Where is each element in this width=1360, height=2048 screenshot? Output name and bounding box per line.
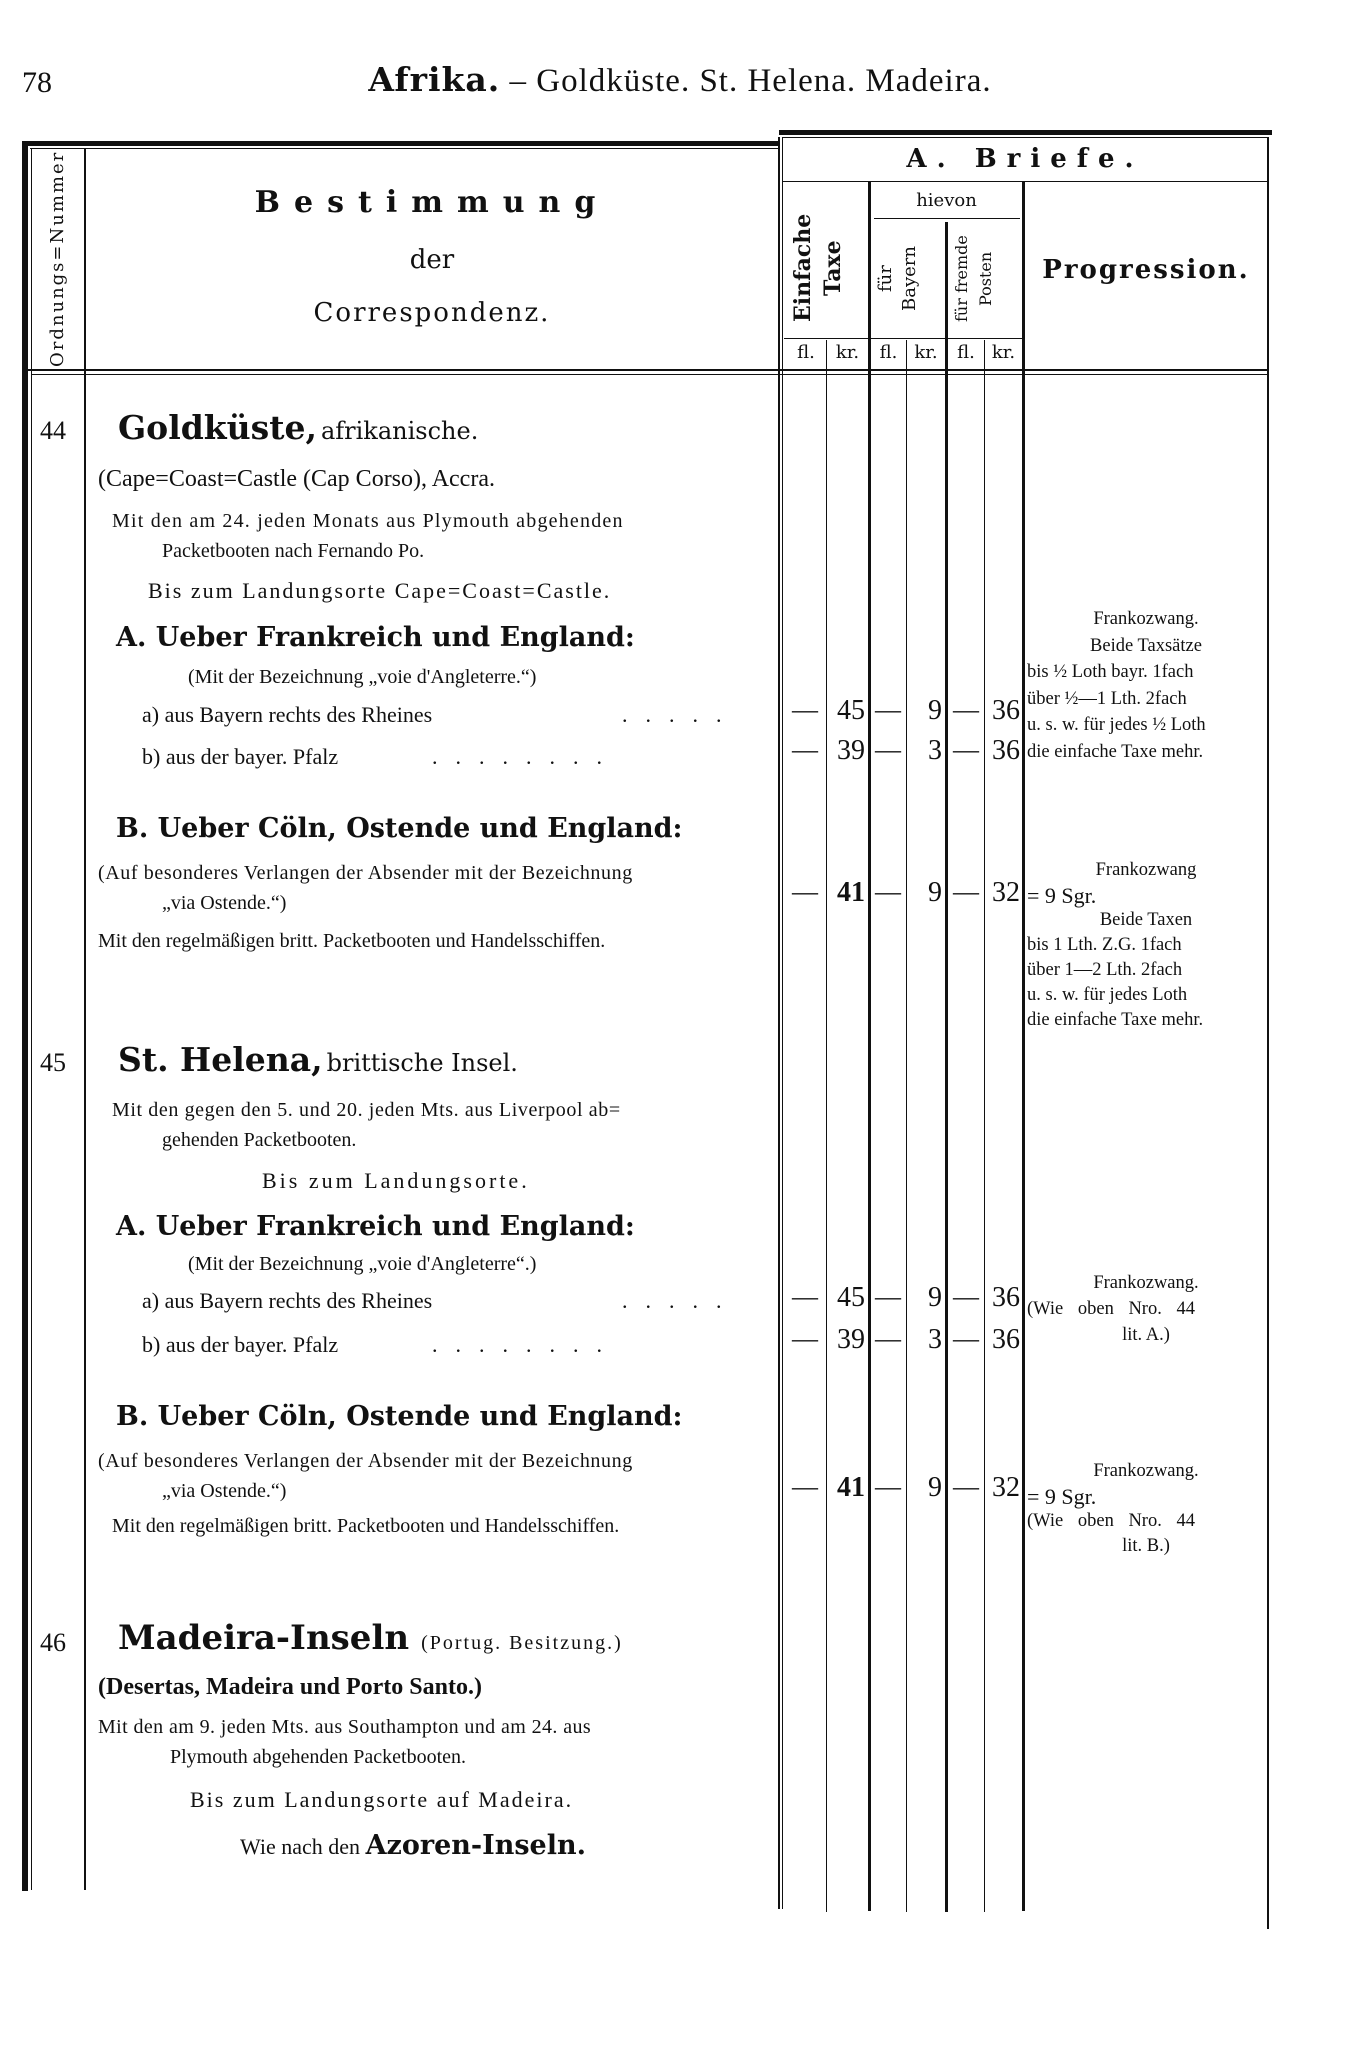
header-bayern-kr: kr. — [914, 342, 938, 363]
header-bayern: Bayern — [899, 246, 920, 312]
leader-dots: ..... — [622, 1288, 740, 1313]
row-label-text: b) aus der bayer. Pfalz — [142, 1332, 339, 1357]
rate-taxe-fl: — — [792, 877, 818, 906]
progression-line: Frankozwang. — [1093, 1461, 1199, 1481]
section-a-title: A. Ueber Frankreich und England: — [116, 1211, 635, 1242]
rate-taxe-fl: — — [792, 1282, 818, 1311]
rate-bayern-kr: 3 — [928, 735, 942, 766]
section-b-note-1: (Auf besonderes Verlangen der Absender mit der Bezeichnung — [98, 1450, 633, 1472]
header-fremde-fl: fl. — [957, 342, 975, 363]
progression-line: (Wie oben Nro. 44 — [1027, 1511, 1195, 1531]
progression-note — [1027, 1270, 1265, 1348]
progression-line: die einfache Taxe mehr. — [1027, 1010, 1204, 1030]
progression-line: Frankozwang — [1095, 860, 1197, 880]
rate-taxe-kr: 45 — [837, 695, 865, 726]
header-posten: Posten — [976, 251, 995, 307]
header-fremde-kr: kr. — [991, 342, 1016, 363]
wie-nach-target: Azoren-Inseln. — [365, 1830, 587, 1861]
rate-fremde-fl: — — [953, 695, 979, 724]
rate-taxe-kr: 45 — [837, 1282, 865, 1313]
leader-dots: ........ — [432, 1332, 620, 1357]
section-b-note-2: „via Ostende.“) — [162, 1480, 287, 1502]
rate-fremde-kr: 36 — [992, 1282, 1020, 1313]
row-a-label — [142, 702, 740, 728]
rate-taxe-fl: — — [792, 695, 818, 724]
header-hievon: hievon — [916, 190, 977, 211]
rate-fremde-fl: — — [953, 1282, 979, 1311]
entry-wie-nach — [240, 1830, 586, 1861]
entry-number: 46 — [40, 1628, 66, 1657]
rate-fremde-kr: 32 — [992, 1472, 1020, 1503]
rate-fremde-fl: — — [953, 735, 979, 764]
header-taxe-kr: kr. — [835, 342, 860, 363]
progression-line: über ½—1 Lth. 2fach — [1027, 688, 1187, 709]
rate-taxe-kr: 39 — [837, 735, 865, 766]
page-title-rest: – Goldküste. St. Helena. Madeira. — [509, 63, 992, 99]
rate-taxe-fl: — — [792, 735, 818, 764]
entry-heading — [118, 1618, 623, 1658]
progression-line: = 9 Sgr. — [1027, 1484, 1097, 1509]
progression-note — [1027, 1459, 1265, 1559]
rate-bayern-fl: — — [875, 735, 901, 764]
entry-route-line-2: Packetbooten nach Fernando Po. — [162, 540, 425, 562]
entry-places: (Cape=Coast=Castle (Cap Corso), Accra. — [98, 466, 495, 492]
entry-heading — [118, 1040, 518, 1079]
rate-taxe-kr: 41 — [837, 1472, 865, 1503]
progression-line: u. s. w. für jedes Loth — [1027, 985, 1188, 1005]
header-correspondenz: Correspondenz. — [313, 298, 551, 328]
entry-title: Madeira-Inseln — [118, 1618, 410, 1658]
rate-bayern-kr: 9 — [928, 1472, 942, 1503]
rate-bayern-fl: — — [875, 1282, 901, 1311]
entry-route-line-1: Mit den am 9. jeden Mts. aus Southampton und am 24. aus — [98, 1716, 592, 1738]
entry-places: (Desertas, Madeira und Porto Santo.) — [98, 1674, 482, 1700]
header-ordnungs-nummer: Ordnungs=Nummer — [47, 150, 68, 368]
progression-line: Beide Taxen — [1099, 910, 1193, 930]
section-b-note-1: (Auf besonderes Verlangen der Absender mit der Bezeichnung — [98, 862, 633, 884]
entry-subtitle: afrikanische. — [320, 417, 479, 445]
rate-bayern-fl: — — [875, 877, 901, 906]
progression-line: Frankozwang. — [1093, 609, 1199, 629]
entry-route-line-2: gehenden Packetbooten. — [162, 1129, 357, 1151]
header-briefe: A. Briefe. — [906, 144, 1144, 174]
rate-bayern-kr: 9 — [928, 877, 942, 908]
section-b-title: B. Ueber Cöln, Ostende und England: — [116, 813, 683, 844]
header-bayern-fl: fl. — [879, 342, 898, 363]
row-b-label — [142, 744, 620, 770]
header-taxe-fl: fl. — [797, 342, 815, 363]
rate-bayern-kr: 3 — [928, 1324, 942, 1355]
row-a-label — [142, 1288, 740, 1314]
progression-line: (Wie oben Nro. 44 — [1027, 1299, 1195, 1319]
header-der: der — [409, 245, 455, 275]
rate-bayern-kr: 9 — [928, 1282, 942, 1313]
rate-bayern-fl: — — [875, 1472, 901, 1501]
section-b-title: B. Ueber Cöln, Ostende und England: — [116, 1401, 683, 1432]
rate-fremde-kr: 36 — [992, 695, 1020, 726]
entry-subtitle: brittische Insel. — [326, 1049, 518, 1077]
header-fuer-bayern — [874, 222, 944, 336]
progression-line: lit. B.) — [1122, 1536, 1170, 1556]
progression-line: Frankozwang. — [1093, 1273, 1199, 1293]
progression-line: über 1—2 Lth. 2fach — [1027, 960, 1183, 980]
entry-subtitle: (Portug. Besitzung.) — [421, 1632, 623, 1654]
progression-line: = 9 Sgr. — [1027, 883, 1097, 908]
wie-nach-prefix: Wie nach den — [240, 1834, 361, 1859]
rate-fremde-fl: — — [953, 877, 979, 906]
rate-bayern-fl: — — [875, 695, 901, 724]
rate-fremde-kr: 32 — [992, 877, 1020, 908]
progression-line: bis 1 Lth. Z.G. 1fach — [1027, 935, 1182, 955]
row-label-text: b) aus der bayer. Pfalz — [142, 744, 339, 769]
entry-title: St. Helena, — [118, 1040, 323, 1079]
rate-taxe-fl: — — [792, 1472, 818, 1501]
row-b-label — [142, 1332, 620, 1358]
leader-dots: ..... — [622, 702, 740, 727]
entry-number: 44 — [40, 416, 66, 445]
rate-fremde-kr: 36 — [992, 735, 1020, 766]
section-a-note: (Mit der Bezeichnung „voie d'Angleterre“.) — [188, 1253, 537, 1275]
entry-title: Goldküste, — [118, 408, 317, 447]
entry-bis: Bis zum Landungsorte. — [262, 1168, 530, 1193]
progression-note — [1027, 858, 1265, 1033]
rate-bayern-fl: — — [875, 1324, 901, 1353]
leader-dots: ........ — [432, 744, 620, 769]
section-a-note: (Mit der Bezeichnung „voie d'Angleterre.“) — [188, 666, 537, 688]
progression-line: lit. A.) — [1122, 1325, 1170, 1345]
entry-heading — [118, 408, 478, 447]
progression-line: u. s. w. für jedes ½ Loth — [1027, 715, 1206, 735]
entry-route-line-1: Mit den am 24. jeden Monats aus Plymouth abgehenden — [112, 510, 624, 532]
rate-taxe-fl: — — [792, 1324, 818, 1353]
header-fuer: für — [875, 265, 896, 293]
row-label-text: a) aus Bayern rechts des Rheines — [142, 702, 433, 727]
progression-note — [1027, 606, 1265, 765]
header-fuer-fremde: für fremde — [952, 235, 971, 323]
row-label-text: a) aus Bayern rechts des Rheines — [142, 1288, 433, 1313]
section-b-route: Mit den regelmäßigen britt. Packetbooten und Handelsschiffen. — [98, 930, 606, 952]
page-title — [0, 60, 1360, 100]
rate-taxe-kr: 39 — [837, 1324, 865, 1355]
header-einfache: Einfache — [790, 213, 816, 323]
progression-line: die einfache Taxe mehr. — [1027, 741, 1204, 762]
rate-fremde-fl: — — [953, 1472, 979, 1501]
rate-bayern-kr: 9 — [928, 695, 942, 726]
page-number: 78 — [22, 66, 52, 99]
section-b-route: Mit den regelmäßigen britt. Packetbooten und Handelsschiffen. — [112, 1515, 620, 1537]
header-taxe: Taxe — [820, 240, 846, 296]
entry-bis: Bis zum Landungsorte auf Madeira. — [190, 1787, 574, 1812]
header-fremde-posten — [950, 222, 1020, 336]
section-b-note-2: „via Ostende.“) — [162, 892, 287, 914]
entry-route-line-1: Mit den gegen den 5. und 20. jeden Mts. aus Liverpool ab= — [112, 1099, 621, 1121]
progression-line: Beide Taxsätze — [1090, 635, 1202, 656]
rate-fremde-fl: — — [953, 1324, 979, 1353]
entry-bis: Bis zum Landungsorte Cape=Coast=Castle. — [148, 578, 612, 603]
entry-route-line-2: Plymouth abgehenden Packetbooten. — [170, 1746, 467, 1768]
section-a-title: A. Ueber Frankreich und England: — [116, 622, 635, 653]
header-progression: Progression. — [1042, 255, 1250, 285]
rate-taxe-kr: 41 — [837, 877, 865, 908]
header-einfache-taxe — [788, 200, 866, 336]
header-bestimmung: Bestimmung — [254, 185, 610, 220]
page-title-main: Afrika. — [368, 60, 501, 99]
progression-line: bis ½ Loth bayr. 1fach — [1027, 662, 1194, 682]
entry-number: 45 — [40, 1048, 66, 1077]
rate-fremde-kr: 36 — [992, 1324, 1020, 1355]
